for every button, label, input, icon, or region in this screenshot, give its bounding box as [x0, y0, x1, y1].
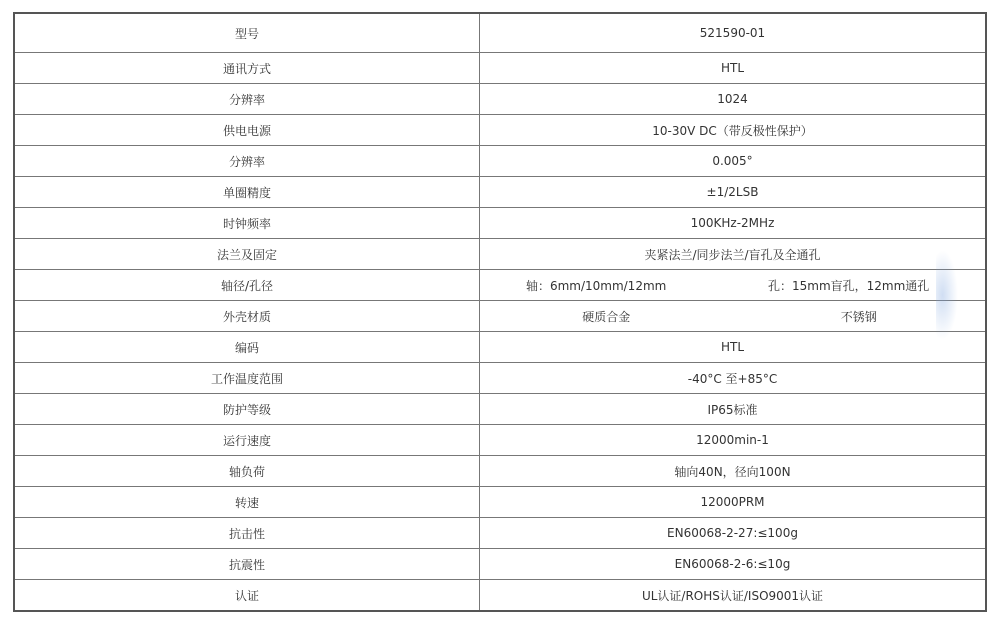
label-cell: 通讯方式	[14, 53, 480, 84]
value-cell: EN60068-2-27:≤100g	[480, 518, 987, 549]
label-cell: 运行速度	[14, 425, 480, 456]
housing-material-left: 硬质合金	[582, 309, 631, 324]
label-cell: 转速	[14, 487, 480, 518]
value-cell: 轴向40N，径向100N	[480, 456, 987, 487]
value-cell: 夹紧法兰/同步法兰/盲孔及全通孔	[480, 239, 987, 270]
value-cell: 100KHz-2MHz	[480, 208, 987, 239]
label-cell: 分辨率	[14, 84, 480, 115]
label-cell: 时钟频率	[14, 208, 480, 239]
table-row	[14, 487, 986, 518]
label-cell: 单圈精度	[14, 177, 480, 208]
table-row	[14, 53, 986, 84]
value-cell: UL认证/ROHS认证/ISO9001认证	[480, 580, 987, 612]
value-cell-split	[480, 270, 987, 301]
label-cell: 工作温度范围	[14, 363, 480, 394]
table-row	[14, 239, 986, 270]
label-cell: 抗击性	[14, 518, 480, 549]
label-cell: 抗震性	[14, 549, 480, 580]
value-cell: HTL	[480, 332, 987, 363]
spec-table	[13, 12, 987, 612]
value-cell: 12000min-1	[480, 425, 987, 456]
table-row	[14, 146, 986, 177]
table-row	[14, 363, 986, 394]
table-row	[14, 301, 986, 332]
value-cell: 12000PRM	[480, 487, 987, 518]
label-cell: 轴径/孔径	[14, 270, 480, 301]
table-row	[14, 456, 986, 487]
bore-diameter-value: 孔：15mm盲孔，12mm通孔	[767, 278, 930, 293]
label-cell: 轴负荷	[14, 456, 480, 487]
label-cell: 法兰及固定	[14, 239, 480, 270]
table-row	[14, 177, 986, 208]
table-row	[14, 208, 986, 239]
value-cell: 0.005°	[480, 146, 987, 177]
table-row	[14, 84, 986, 115]
shaft-diameter-value: 轴：6mm/10mm/12mm	[525, 278, 667, 293]
value-cell: ±1/2LSB	[480, 177, 987, 208]
label-cell: 认证	[14, 580, 480, 612]
table-row	[14, 518, 986, 549]
value-cell: 10-30V DC（带反极性保护）	[480, 115, 987, 146]
table-row	[14, 425, 986, 456]
table-row	[14, 549, 986, 580]
label-cell: 供电电源	[14, 115, 480, 146]
label-cell: 型号	[14, 13, 480, 53]
housing-material-right: 不锈钢	[840, 309, 877, 324]
table-row	[14, 270, 986, 301]
value-cell: 521590-01	[480, 13, 987, 53]
label-cell: 外壳材质	[14, 301, 480, 332]
table-row-model	[14, 13, 986, 53]
label-cell: 防护等级	[14, 394, 480, 425]
value-cell-split	[480, 301, 987, 332]
value-cell: IP65标准	[480, 394, 987, 425]
table-row	[14, 394, 986, 425]
table-row	[14, 115, 986, 146]
table-row	[14, 332, 986, 363]
value-cell: -40°C 至+85°C	[480, 363, 987, 394]
value-cell: EN60068-2-6:≤10g	[480, 549, 987, 580]
table-row	[14, 580, 986, 612]
label-cell: 编码	[14, 332, 480, 363]
value-cell: 1024	[480, 84, 987, 115]
value-cell: HTL	[480, 53, 987, 84]
label-cell: 分辨率	[14, 146, 480, 177]
